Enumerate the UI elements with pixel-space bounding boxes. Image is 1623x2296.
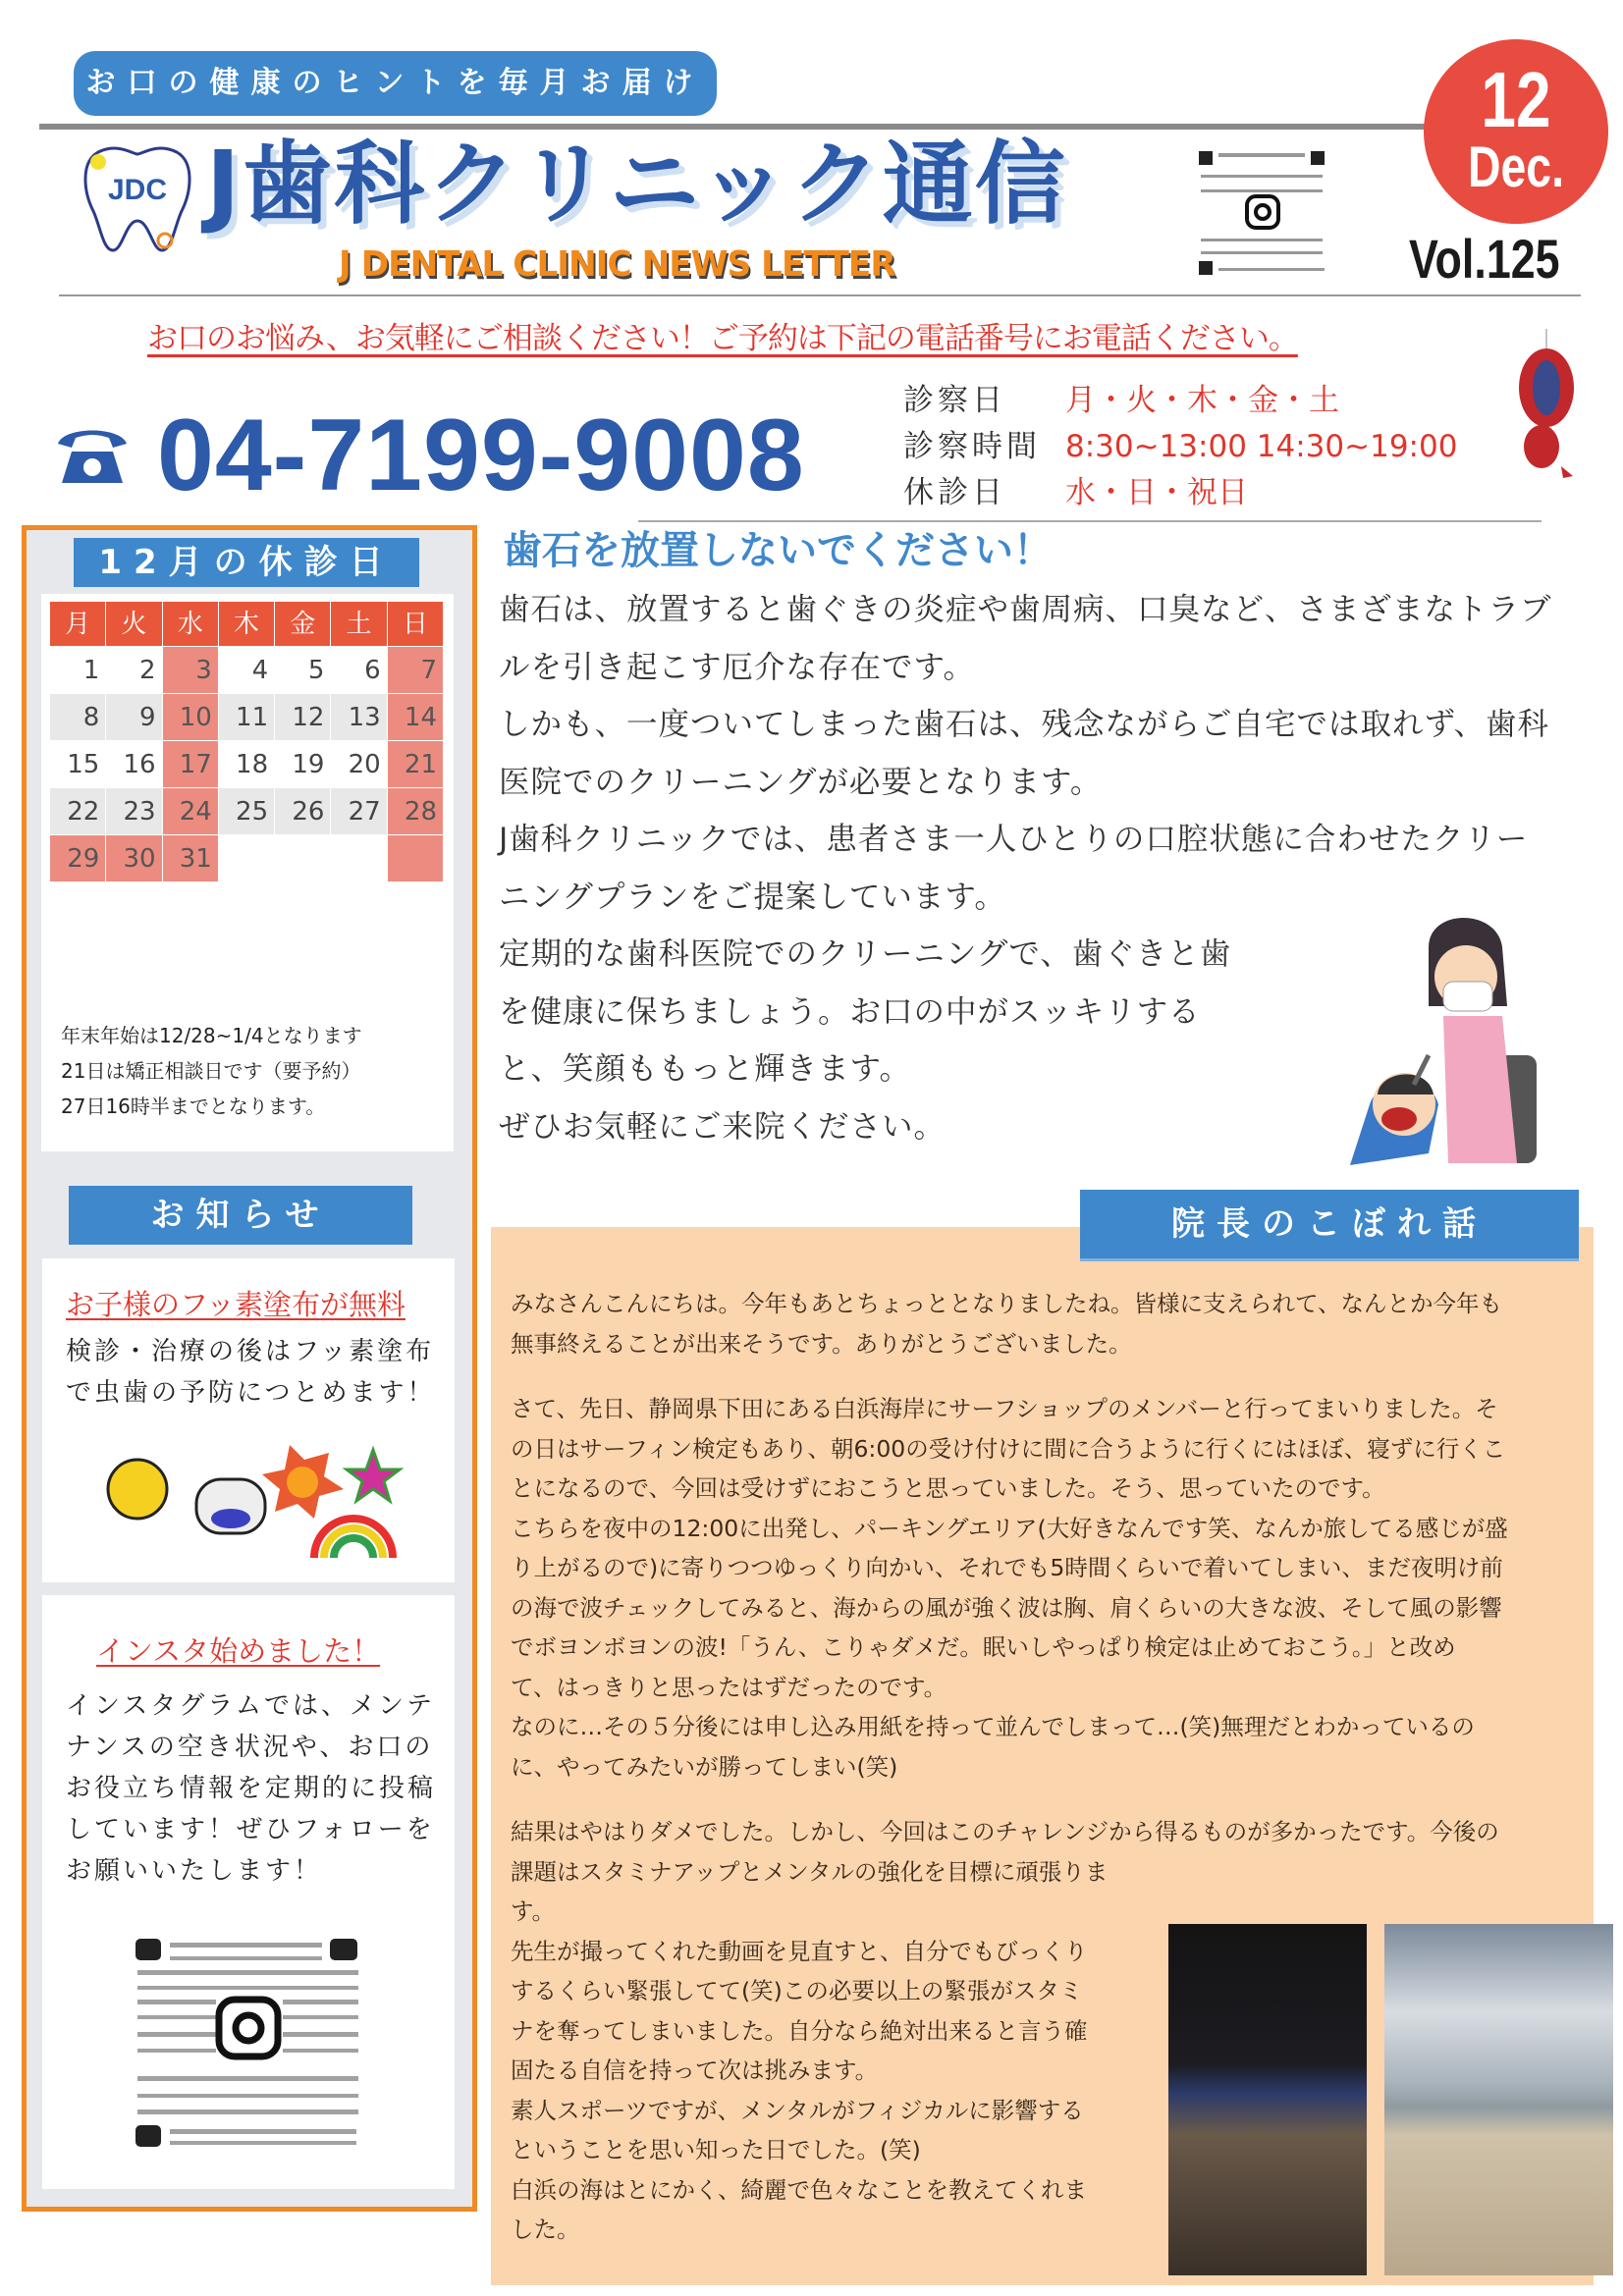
calendar-day: 1 <box>50 647 106 694</box>
weekday-header: 土 <box>331 602 387 647</box>
essay-line: 先生が撮ってくれた動画を見直すと、自分でもびっくり <box>511 1937 1088 1965</box>
calendar-week <box>50 647 444 694</box>
essay-line: とになるので、今回は受けずにおこうと思っていました。そう、思っていたのです。 <box>511 1474 1385 1502</box>
calendar-day: 4 <box>218 647 274 694</box>
calendar-day: 25 <box>218 788 274 835</box>
cartoon-characters-illustration <box>93 1435 407 1558</box>
essay-line: 課題はスタミナアップとメンタルの強化を目標に頑張りま <box>511 1857 1109 1886</box>
calendar-week <box>50 835 444 882</box>
essay-line: した。 <box>511 2216 580 2243</box>
calendar-day: 26 <box>275 788 331 835</box>
news-line: 検診・治療の後はフッ素塗布 <box>66 1337 435 1366</box>
calendar-day: 16 <box>106 741 162 788</box>
volume-number: Vol.125 <box>1409 228 1560 290</box>
news-line: インスタグラムでは、メンテ <box>66 1691 435 1721</box>
instagram-qr-code[interactable] <box>1193 145 1330 281</box>
article-line: 歯石は、放置すると歯ぐきの炎症や歯周病、口臭など、さまざまなトラブ <box>499 592 1552 627</box>
schedule-value: 月・火・木・金・土 <box>1065 383 1339 418</box>
instagram-qr-code[interactable] <box>135 1939 361 2150</box>
beach-group-photo <box>1384 1924 1613 2275</box>
calendar-day: 19 <box>275 741 331 788</box>
calendar-day: 3 <box>162 647 218 694</box>
calendar-day: 30 <box>106 835 162 882</box>
article-line: 定期的な歯科医院でのクリーニングで、歯ぐきと歯 <box>499 936 1232 972</box>
weekday-header: 月 <box>50 602 106 647</box>
calendar-day: 7 <box>387 647 443 694</box>
month-badge <box>1424 39 1608 224</box>
essay-line: の海で波チェックしてみると、海からの風が強く波は胸、肩くらいの大きな波、そして風の影響 <box>511 1593 1502 1622</box>
essay-line: ということを思い知った日でした。(笑) <box>511 2136 921 2163</box>
calendar-day: 21 <box>387 741 443 788</box>
article-line: ぜひお気軽にご来院ください。 <box>499 1108 947 1145</box>
phone-number[interactable]: 04-7199-9008 <box>157 399 805 512</box>
weekday-header: 木 <box>218 602 274 647</box>
calendar-day: 28 <box>387 788 443 835</box>
tagline-banner: お口の健康のヒントを毎月お届け <box>74 51 717 116</box>
divider <box>59 294 1581 296</box>
spiderman-ornament-icon <box>1502 329 1591 486</box>
calendar-note: 21日は矯正相談日です（要予約） <box>61 1059 361 1083</box>
calendar-day <box>331 835 387 882</box>
calendar-day: 14 <box>387 694 443 741</box>
essay-line: こちらを夜中の12:00に出発し、パーキングエリア(大好きなんです笑、なんか旅してる感じが盛 <box>511 1514 1508 1542</box>
calendar-title: 12月の休診日 <box>74 538 419 587</box>
calendar-week <box>50 741 444 788</box>
newsletter-title: J歯科クリニック通信 <box>206 132 1067 237</box>
tooth-logo-icon <box>79 142 196 255</box>
month-abbr: Dec. <box>1467 135 1564 199</box>
schedule-label: 診察時間 <box>903 429 1041 464</box>
weekday-header: 日 <box>387 602 443 647</box>
news-line: ナンスの空き状況や、お口の <box>66 1733 434 1762</box>
calendar-day: 6 <box>331 647 387 694</box>
calendar-day: 15 <box>50 741 106 788</box>
news-line: で虫歯の予防につとめます！ <box>66 1378 436 1408</box>
month-number: 12 <box>1481 56 1551 143</box>
calendar-day <box>218 835 274 882</box>
news-line: しています！ぜひフォローを <box>66 1815 435 1844</box>
dentist-illustration <box>1330 908 1558 1175</box>
essay-line: す。 <box>511 1897 556 1925</box>
essay-line: でボヨンボヨンの波!「うん、こりゃダメだ。眠いしやっぱり検定は止めておこう。」と改め <box>511 1633 1456 1661</box>
calendar-week <box>50 694 444 741</box>
calendar-note: 年末年始は12/28~1/4となります <box>61 1024 362 1047</box>
calendar-day: 5 <box>275 647 331 694</box>
news-item-instagram <box>42 1595 455 2189</box>
calendar-week <box>50 788 444 835</box>
calendar-day: 22 <box>50 788 106 835</box>
weekday-header: 金 <box>275 602 331 647</box>
divider <box>638 520 1542 522</box>
schedule-label: 休診日 <box>903 475 1006 510</box>
article-line: ニングプランをご提案しています。 <box>499 879 1006 915</box>
news-item-fluoride <box>42 1258 455 1582</box>
schedule-value: 8:30~13:00 14:30~19:00 <box>1065 429 1458 464</box>
article-line: 医院でのクリーニングが必要となります。 <box>499 764 1103 800</box>
booking-notice: お口のお悩み、お気軽にご相談ください！ご予約は下記の電話番号にお電話ください。 <box>147 321 1298 356</box>
news-body <box>66 1685 449 1892</box>
essay-line: ナを奪ってしまいました。自分なら絶対出来ると言う確 <box>511 2016 1088 2045</box>
essay-line: なのに…その５分後には申し込み用紙を持って並んでしまって…(笑)無理だとわかっているの <box>511 1713 1475 1740</box>
essay-line: の日はサーフィン検定もあり、朝6:00の受け付けに間に合うように行くにはほぼ、寝ずに行くこ <box>511 1434 1506 1463</box>
essay-line: さて、先日、静岡県下田にある白浜海岸にサーフショップのメンバーと行ってまいりました。そ <box>511 1395 1498 1422</box>
calendar-day <box>275 835 331 882</box>
calendar-day: 27 <box>331 788 387 835</box>
weekday-header: 火 <box>106 602 162 647</box>
telephone-icon <box>54 422 131 487</box>
calendar-day: 18 <box>218 741 274 788</box>
essay-heading: 院長のこぼれ話 <box>1080 1190 1579 1258</box>
calendar-day: 24 <box>162 788 218 835</box>
calendar-day: 29 <box>50 835 106 882</box>
weekday-header: 水 <box>162 602 218 647</box>
night-beach-photo <box>1168 1924 1367 2275</box>
calendar-day: 23 <box>106 788 162 835</box>
news-line: お役立ち情報を定期的に投稿 <box>66 1774 437 1803</box>
divider <box>39 124 1429 130</box>
essay-line: て、はっきりと思ったはずだったのです。 <box>511 1673 947 1701</box>
calendar-day: 2 <box>106 647 162 694</box>
article-line: を健康に保ちましょう。お口の中がスッキリする <box>499 993 1201 1030</box>
calendar-note: 27日16時半までとなります。 <box>61 1095 326 1118</box>
news-body <box>66 1331 449 1414</box>
calendar-day: 12 <box>275 694 331 741</box>
calendar-day: 9 <box>106 694 162 741</box>
calendar-day: 10 <box>162 694 218 741</box>
essay-line: 素人スポーツですが、メンタルがフィジカルに影響する <box>511 2096 1084 2124</box>
news-title: お知らせ <box>69 1186 412 1245</box>
essay-line: 白浜の海はとにかく、綺麗で色々なことを教えてくれま <box>511 2175 1088 2204</box>
calendar-day: 13 <box>331 694 387 741</box>
essay-line: するくらい緊張してて(笑)この必要以上の緊張がスタミ <box>511 1977 1083 2004</box>
news-heading: インスタ始めました！ <box>96 1634 381 1668</box>
calendar-day: 11 <box>218 694 274 741</box>
essay-line: 無事終えることが出来そうです。ありがとうございました。 <box>511 1329 1132 1358</box>
article-heading: 歯石を放置しないでください！ <box>503 528 1053 573</box>
article-line: J歯科クリニックでは、患者さま一人ひとりの口腔状態に合わせたクリー <box>499 822 1529 857</box>
news-heading: お子様のフッ素塗布が無料 <box>66 1288 406 1321</box>
calendar-day: 31 <box>162 835 218 882</box>
svg-text:JDC: JDC <box>107 174 168 206</box>
schedule-value: 水・日・祝日 <box>1065 475 1248 510</box>
essay-line: り上がるので)に寄りつつゆっくり向かい、それでも5時間くらいで着いてしまい、まだ夜明け前 <box>511 1554 1503 1581</box>
essay-line: 固たる自信を持って次は挑みます。 <box>511 2056 879 2084</box>
news-line: お願いいたします！ <box>66 1856 323 1886</box>
article-line: と、笑顔ももっと輝きます。 <box>499 1051 911 1087</box>
calendar-day: 8 <box>50 694 106 741</box>
schedule-label: 診察日 <box>903 383 1006 418</box>
article-line: ルを引き起こす厄介な存在です。 <box>499 649 975 685</box>
calendar-day: 17 <box>162 741 218 788</box>
newsletter-subtitle: J DENTAL CLINIC NEWS LETTER <box>339 244 895 285</box>
calendar-day <box>387 835 443 882</box>
holiday-calendar <box>49 601 444 882</box>
calendar-day: 20 <box>331 741 387 788</box>
essay-line: に、やってみたいが勝ってしまい(笑) <box>511 1752 898 1781</box>
article-line: しかも、一度ついてしまった歯石は、残念ながらご自宅では取れず、歯科 <box>499 707 1549 742</box>
essay-line: 結果はやはりダメでした。しかし、今回はこのチャレンジから得るものが多かったです。今後の <box>511 1818 1499 1845</box>
essay-line: みなさんこんにちは。今年もあとちょっととなりましたね。皆様に支えられて、なんとか今年も <box>511 1290 1503 1317</box>
